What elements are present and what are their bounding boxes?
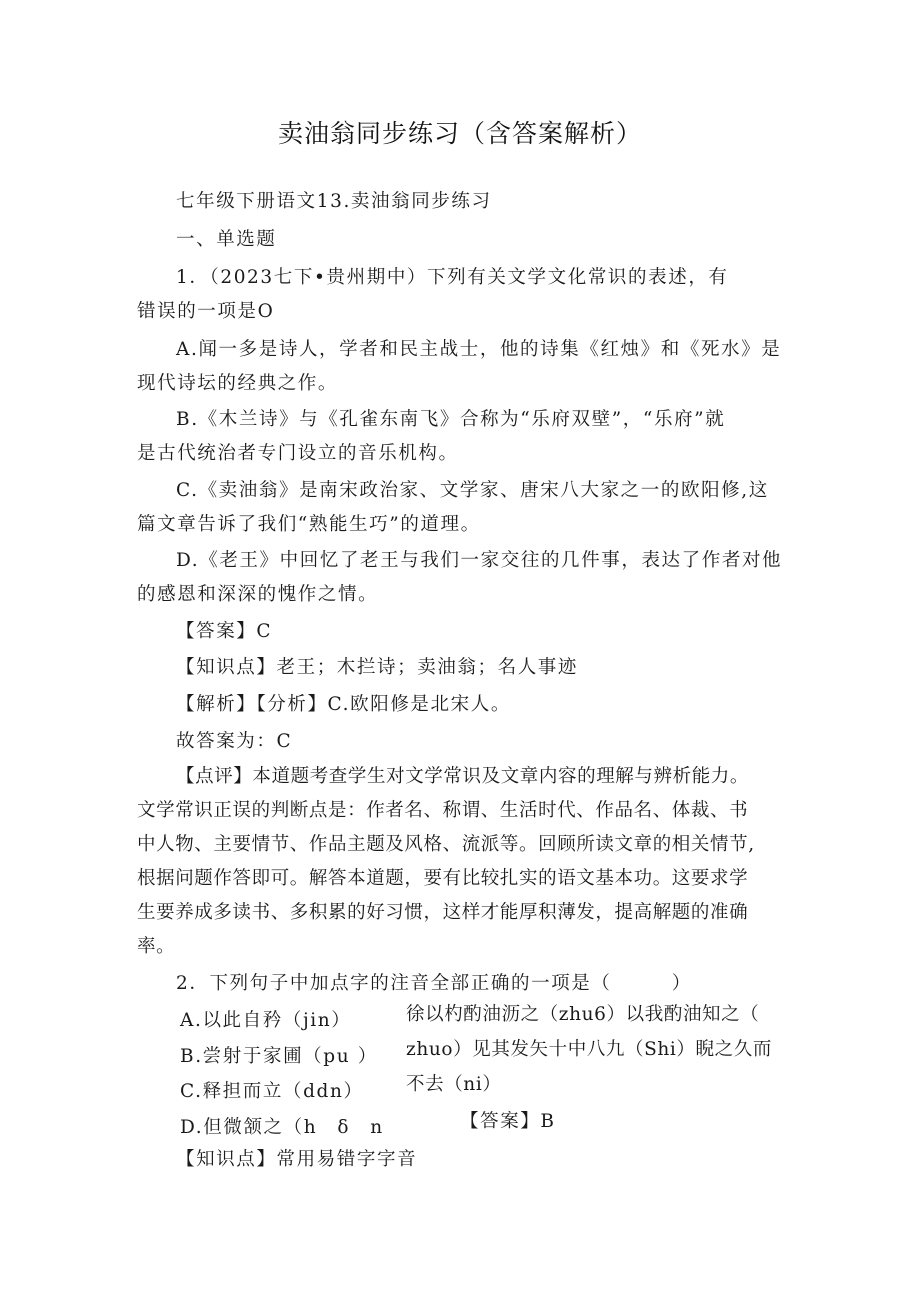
q1-comment-line-5: 生要养成多读书、多积累的好习惯，这样才能厚积薄发，提高解题的准确 (137, 902, 749, 923)
q1-option-b-line-1: B.《木兰诗》与《孔雀东南飞》合称为“乐府双壁”，“乐府”就 (176, 409, 726, 430)
section-heading: 一、单选题 (176, 229, 277, 250)
q1-answer: 【答案】C (176, 621, 273, 642)
document-title: 卖油翁同步练习（含答案解析） (277, 119, 642, 148)
q1-conclusion: 故答案为：C (176, 731, 293, 752)
q1-comment-line-1: 【点评】本道题考查学生对文学常识及文章内容的理解与辨析能力。 (176, 766, 750, 787)
q1-option-c-line-1: C.《卖油翁》是南宋政治家、文学家、唐宋八大家之一的欧阳修,这 (176, 480, 769, 501)
q1-comment-line-6: 率。 (137, 936, 176, 957)
q1-stem-line-1: 1．（2023七下•贵州期中）下列有关文学文化常识的表述，有 (176, 267, 729, 288)
q2-right-text-line-3: 不去（ni） (406, 1074, 502, 1095)
q2-knowledge-point: 【知识点】常用易错字字音 (176, 1149, 418, 1170)
q2-option-c: C.释担而立（ddn） (180, 1081, 364, 1102)
q1-option-a-line-2: 现代诗坛的经典之作。 (137, 373, 339, 394)
q1-knowledge-point: 【知识点】老王；木拦诗；卖油翁；名人事迹 (176, 657, 579, 678)
subtitle: 七年级下册语文13.卖油翁同步练习 (176, 191, 492, 212)
q1-analysis: 【解析】【分析】C.欧阳修是北宋人。 (176, 694, 511, 715)
q1-comment-line-2: 文学常识正误的判断点是：作者名、称谓、生活时代、作品名、体裁、书 (137, 800, 749, 821)
q1-comment-line-4: 根据问题作答即可。解答本道题，要有比较扎实的语文基本功。这要求学 (137, 868, 749, 889)
q2-option-d: D.但微颔之（h δ n (180, 1117, 384, 1138)
q2-answer: 【答案】B (460, 1111, 556, 1132)
q1-option-d-line-2: 的感恩和深深的愧作之情。 (137, 584, 379, 605)
q1-option-d-line-1: D.《老王》中回忆了老王与我们一家交往的几件事，表达了作者对他 (176, 550, 783, 571)
q2-right-text-line-1: 徐以杓酌油沥之（zhu6）以我酌油知之（ (406, 1004, 760, 1025)
q2-option-a: A.以此自矜（jin） (180, 1010, 352, 1031)
q1-option-c-line-2: 篇文章告诉了我们“熟能生巧”的道理。 (137, 514, 481, 535)
q2-option-b: B.尝射于家圃（pu ） (180, 1046, 378, 1067)
q2-stem: 2．下列句子中加点字的注音全部正确的一项是（ ） (176, 973, 692, 994)
q1-option-b-line-2: 是古代统治者专门设立的音乐机构。 (137, 443, 459, 464)
q1-option-a-line-1: A.闻一多是诗人，学者和民主战士，他的诗集《红烛》和《死水》是 (176, 339, 782, 360)
q2-right-text-line-2: zhuo）见其发矢十中八九（Shi）睨之久而 (406, 1039, 772, 1060)
q1-comment-line-3: 中人物、主要情节、作品主题及风格、流派等。回顾所读文章的相关情节, (137, 834, 755, 855)
q1-stem-line-2: 错误的一项是O (137, 301, 275, 322)
